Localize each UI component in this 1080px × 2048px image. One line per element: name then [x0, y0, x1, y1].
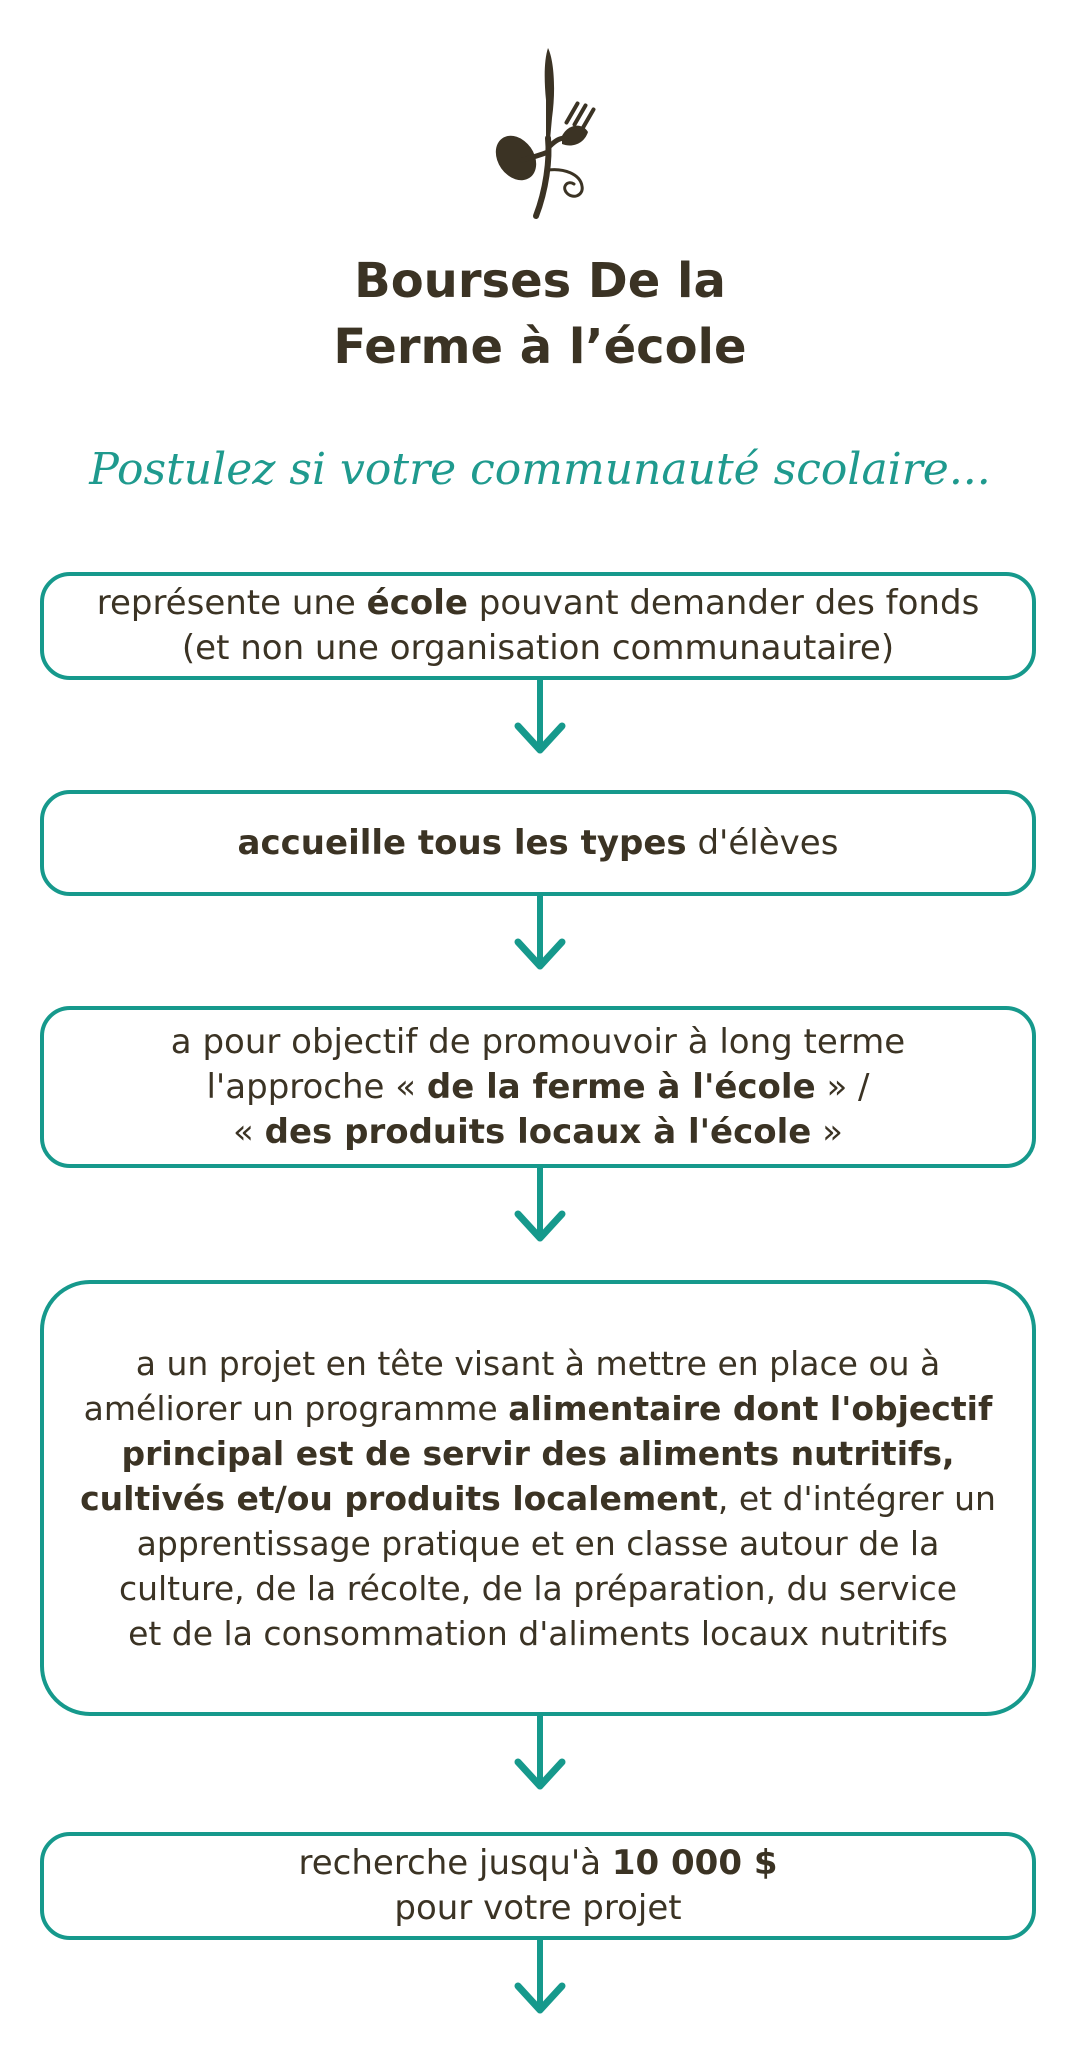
step-4-line-6: culture, de la récolte, de la préparation, du service	[118, 1568, 958, 1608]
arrow-down-icon	[510, 1714, 570, 1794]
step-4-text-b: , et d'intégrer un	[717, 1478, 996, 1518]
page-title	[0, 248, 1080, 380]
step-2-bold: accueille tous les types	[237, 822, 687, 863]
step-3-text-a: l'approche «	[206, 1066, 427, 1107]
step-4-text-a: améliorer un programme	[83, 1388, 509, 1428]
step-1-text: représente une	[96, 583, 367, 623]
step-3-text-c: «	[233, 1111, 265, 1152]
step-4-line-2	[58, 1386, 1018, 1431]
step-4-line-5: apprentissage pratique et en classe autour de la	[136, 1523, 940, 1563]
step-4-bold-b: principal est de servir des aliments nutritifs,	[121, 1433, 955, 1473]
step-4-bold-a: alimentaire dont l'objectif	[508, 1388, 993, 1428]
step-3-line-3	[58, 1110, 1018, 1155]
step-1-bold: école	[366, 583, 468, 623]
subtitle: Postulez si votre communauté scolaire...	[89, 444, 991, 495]
arrow-down-icon	[510, 894, 570, 974]
step-4-line-7: et de la consommation d'aliments locaux nutritifs	[128, 1613, 948, 1653]
step-2-text: d'élèves	[686, 822, 839, 863]
step-5-text: recherche jusqu'à	[298, 1843, 612, 1883]
step-box-objective	[40, 1006, 1036, 1168]
step-2-line-1	[58, 821, 1018, 866]
step-box-school	[40, 572, 1036, 680]
step-1-line-1	[58, 581, 1018, 626]
step-4-line-3	[58, 1431, 1018, 1476]
step-5-line-1	[58, 1841, 1018, 1886]
step-box-funding	[40, 1832, 1036, 1940]
step-1-line-2: (et non une organisation communautaire)	[181, 628, 895, 668]
arrow-down-icon	[510, 1166, 570, 1246]
step-5-amount: 10 000 $	[611, 1843, 778, 1883]
step-3-line-1: a pour objectif de promouvoir à long terme	[170, 1021, 906, 1062]
spoon-fork-sprout-icon	[490, 40, 610, 220]
step-3-bold-b: des produits locaux à l'école	[264, 1111, 812, 1152]
step-box-project	[40, 1280, 1036, 1716]
title-line-1: Bourses De la	[354, 253, 726, 309]
step-5-line-2: pour votre projet	[394, 1888, 682, 1928]
step-4-line-1: a un projet en tête visant à mettre en place ou à	[135, 1343, 941, 1383]
step-4-bold-c: cultivés et/ou produits localement	[80, 1478, 718, 1518]
step-3-text-b: » /	[815, 1066, 870, 1107]
step-3-bold-a: de la ferme à l'école	[426, 1066, 816, 1107]
step-3-text-d: »	[811, 1111, 843, 1152]
step-box-students	[40, 790, 1036, 896]
step-4-line-4	[58, 1476, 1018, 1521]
arrow-down-icon	[510, 1938, 570, 2018]
step-3-line-2	[58, 1065, 1018, 1110]
step-1-text-end: pouvant demander des fonds	[467, 583, 980, 623]
title-line-2: Ferme à l’école	[333, 319, 747, 375]
arrow-down-icon	[510, 678, 570, 758]
